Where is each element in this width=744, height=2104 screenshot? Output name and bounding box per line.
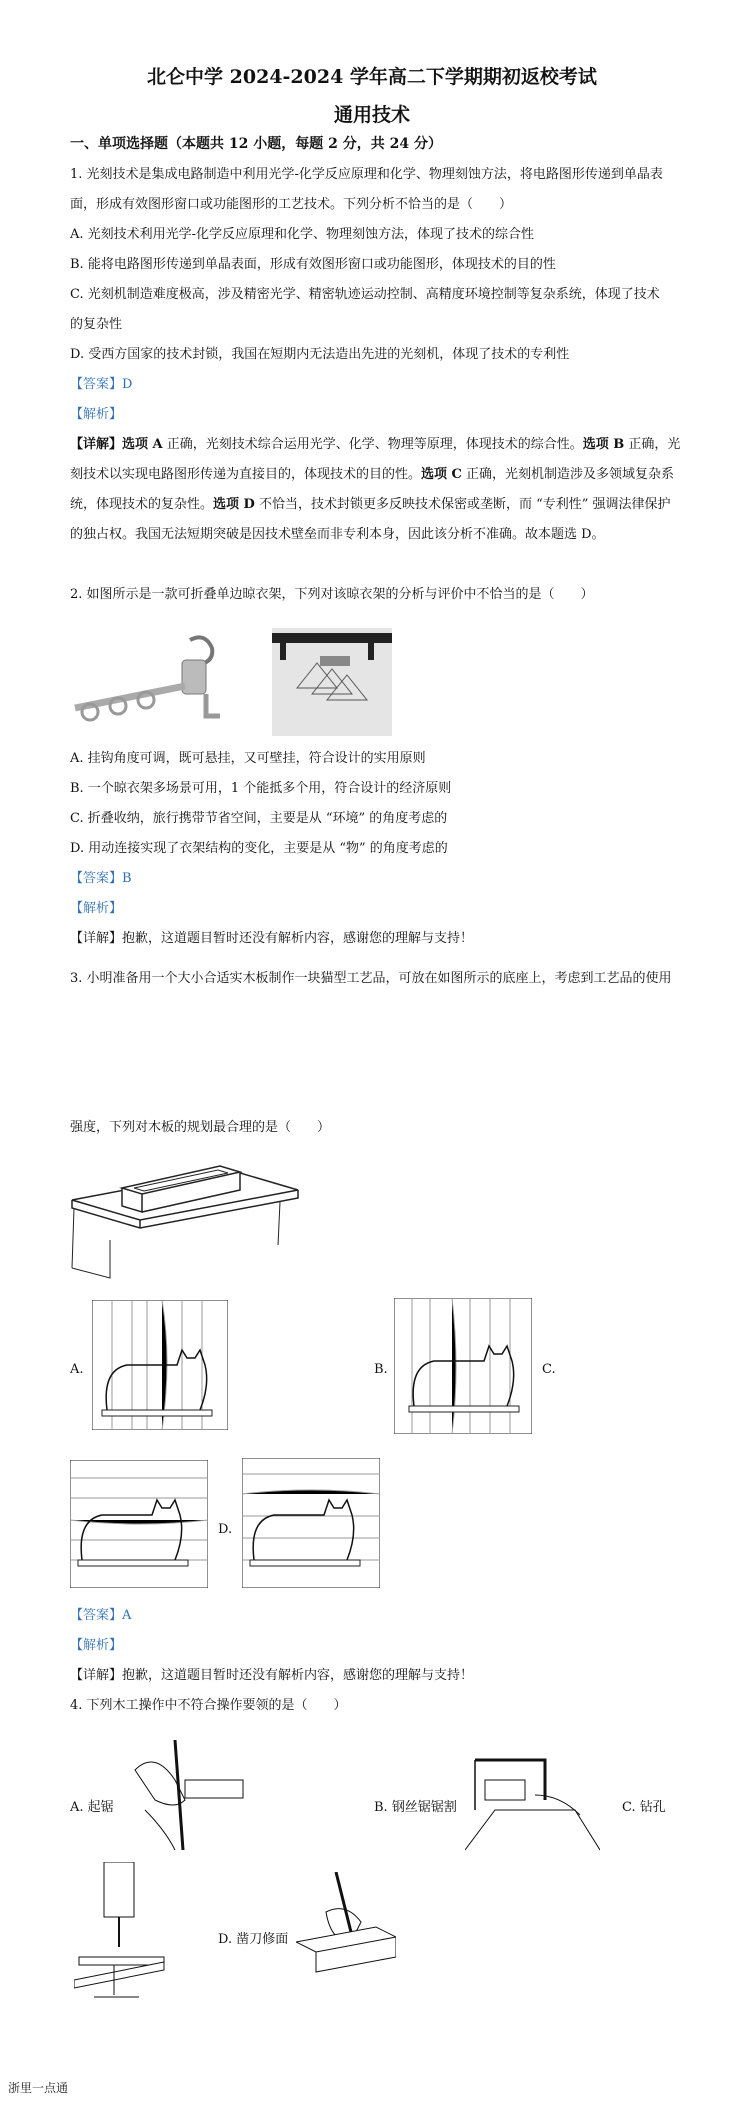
footer-watermark: 浙里一点通 [8, 2081, 69, 2095]
exam-title: 北仑中学 2024-2024 学年高二下学期期初返校考试 [147, 66, 597, 88]
q2-option-a: A. 挂钩角度可调，既可悬挂，又可壁挂，符合设计的实用原则 [70, 751, 426, 766]
section-heading: 一、单项选择题（本题共 12 小题，每题 2 分，共 24 分） [70, 136, 442, 152]
q2-stem: 2. 如图所示是一款可折叠单边晾衣架，下列对该晾衣架的分析与评价中不恰当的是（ ） [70, 587, 594, 602]
q1-detail-line3 [70, 490, 690, 520]
q3-stem-line1: 3. 小明准备用一个大小合适实木板制作一块猫型工艺品，可放在如图所示的底座上，考虑到工艺品的使用 [70, 971, 672, 986]
q4-option-c: C. 钻孔 [622, 1800, 666, 1815]
subject-title: 通用技术 [333, 104, 410, 126]
q2-analysis-label: 【解析】 [70, 901, 123, 916]
q3-answer: 【答案】A [70, 1608, 132, 1623]
detail-label: 【详解】 [70, 437, 123, 452]
q1-detail-line1 [70, 430, 690, 460]
q3-detail: 【详解】抱歉，这道题目暂时还没有解析内容，感谢您的理解与支持！ [70, 1668, 474, 1683]
q4-option-b: B. 钢丝锯锯割 [374, 1800, 457, 1815]
q1-detail-line2 [70, 460, 690, 490]
chisel-image [296, 1872, 396, 1987]
q4-option-a: A. 起锯 [70, 1800, 114, 1815]
q2-option-c: C. 折叠收纳，旅行携带节省空间，主要是从 “环境” 的角度考虑的 [70, 811, 448, 826]
detail-text: 正确，光刻技术综合运用光学、化学、物理等原理，体现技术的综合性。 [162, 437, 583, 452]
q2-option-b: B. 一个晾衣架多场景可用，1 个能抵多个用，符合设计的经济原则 [70, 781, 452, 796]
question-2-body [70, 744, 690, 954]
q1-stem-line1: 1. 光刻技术是集成电路制造中利用光学-化学反应原理和化学、物理刻蚀方法，将电路图形传递到单晶表 [70, 167, 663, 182]
detail-text: 正确，光 [624, 437, 681, 452]
q2-option-d: D. 用动连接实现了衣架结构的变化，主要是从 “物” 的角度考虑的 [70, 841, 448, 856]
option-ref: 选项 B [582, 437, 625, 452]
question-3-answer [70, 1601, 690, 1691]
option-ref: 选项 A [122, 437, 163, 452]
q1-stem-line2: 面，形成有效图形窗口或功能图形的工艺技术。下列分析不恰当的是（ ） [70, 197, 513, 212]
hanger-image [70, 630, 260, 730]
q1-option-a: A. 光刻技术利用光学-化学反应原理和化学、物理刻蚀方法，体现了技术的综合性 [70, 227, 535, 242]
q1-option-b: B. 能将电路图形传递到单晶表面，形成有效图形窗口或功能图形，体现技术的目的性 [70, 257, 556, 272]
q1-option-d: D. 受西方国家的技术封锁，我国在短期内无法造出先进的光刻机，体现了技术的专利性 [70, 347, 570, 362]
option-ref: 选项 D [213, 497, 255, 512]
hanger-in-use-image [272, 628, 392, 736]
q3-label-b: B. [374, 1362, 388, 1377]
detail-text: 统，体现技术的复杂性。 [70, 497, 214, 512]
q3-analysis-label: 【解析】 [70, 1638, 123, 1653]
q3-label-a: A. [70, 1362, 84, 1377]
q4-option-d: D. 凿刀修面 [218, 1932, 289, 1947]
option-c-board [70, 1460, 208, 1588]
detail-text: 不恰当，技术封锁更多反映技术保密或垄断，而 “专利性” 强调法律保护 [254, 497, 671, 512]
base-stand-image [70, 1150, 300, 1280]
q2-answer: 【答案】B [70, 871, 132, 886]
question-1 [70, 160, 690, 550]
q1-option-c-cont: 的复杂性 [70, 317, 123, 332]
option-d-board [242, 1458, 380, 1588]
q3-label-c: C. [542, 1362, 556, 1377]
q3-label-d: D. [218, 1522, 233, 1537]
option-a-board [92, 1300, 228, 1430]
detail-text: 正确，光刻机制造涉及多领域复杂系 [461, 467, 675, 482]
q4-stem: 4. 下列木工操作中不符合操作要领的是（ ） [70, 1698, 347, 1713]
option-ref: 选项 C [421, 467, 462, 482]
q1-detail-line4: 的独占权。我国无法短期突破是因技术壁垒而非专利本身，因此该分析不准确。故本题选 D。 [70, 527, 605, 542]
q1-option-c: C. 光刻机制造难度极高，涉及精密光学、精密轨迹运动控制、高精度环境控制等复杂系统，体现了技术 [70, 287, 660, 302]
drill-image [74, 1862, 169, 2002]
q3-stem-line2: 强度，下列对木板的规划最合理的是（ ） [70, 1120, 331, 1135]
option-b-board [394, 1298, 532, 1434]
coping-saw-image [465, 1740, 600, 1852]
q2-detail: 【详解】抱歉，这道题目暂时还没有解析内容，感谢您的理解与支持！ [70, 931, 474, 946]
q1-analysis-label: 【解析】 [70, 407, 123, 422]
q1-answer: 【答案】D [70, 377, 133, 392]
detail-text: 刻技术以实现电路图形传递为直接目的，体现技术的目的性。 [70, 467, 422, 482]
saw-start-image [125, 1740, 245, 1850]
